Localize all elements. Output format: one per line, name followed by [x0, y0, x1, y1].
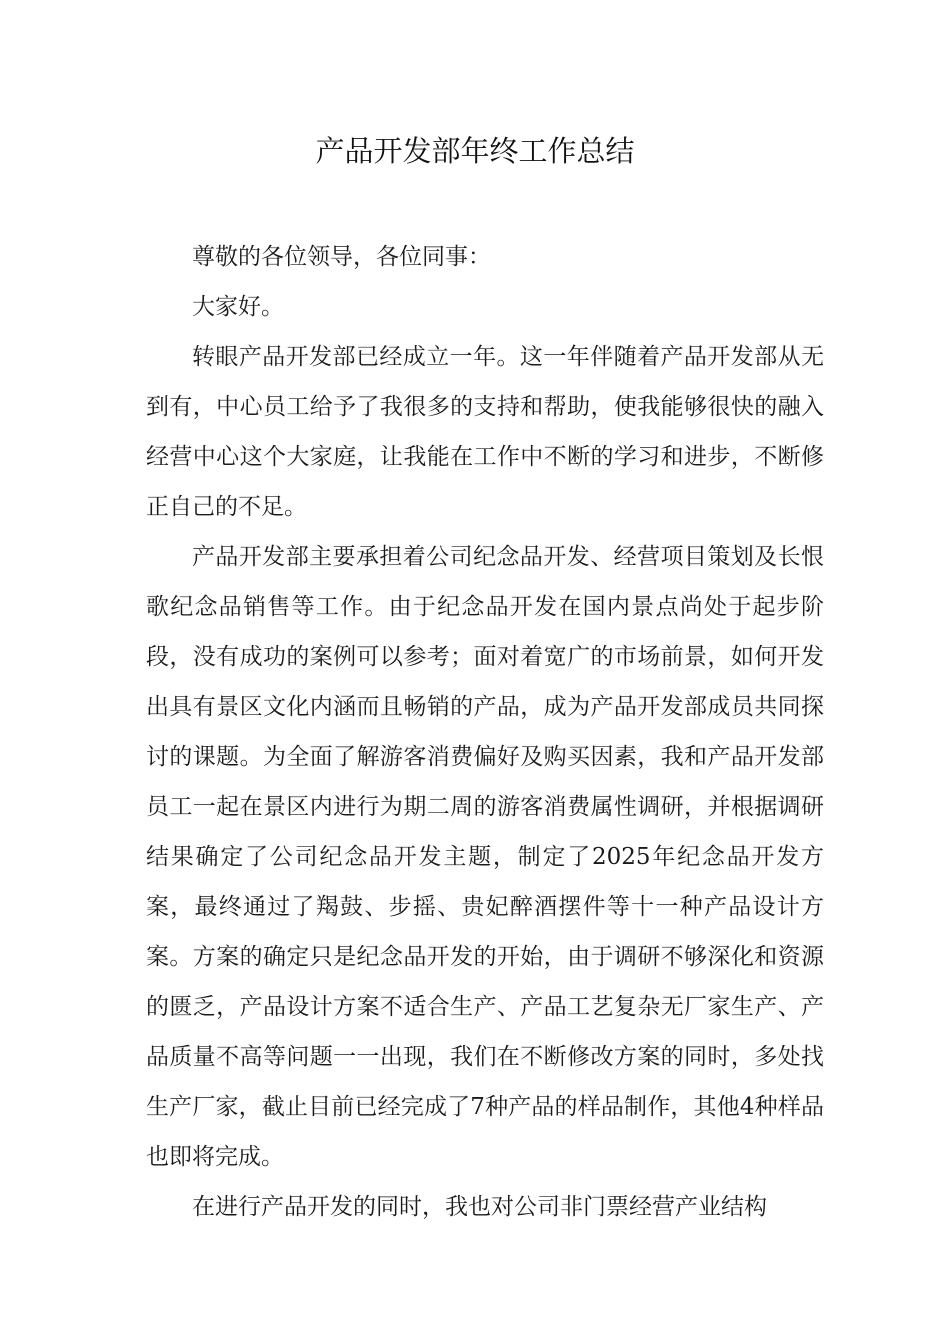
document-title: 产品开发部年终工作总结 — [315, 134, 635, 168]
salutation-paragraph: 大家好。 — [192, 294, 284, 320]
body-paragraph: 产品开发部主要承担着公司纪念品开发、经营项目策划及长恨歌纪念品销售等工作。由于纪念品开发在国内景点尚处于起步阶段，没有成功的案例可以参考；面对着宽广的市场前景，如何开发出具有景区文化内涵而且畅销的产品，成为产品开发部成员共同探讨的课题。为全面了解游客消费偏好及购买因素，我和产品开发部员工一起在景区内进行为期二周的游客消费属性调研，并根据调研结果确定了公司纪念品开发主题，制定了2025年纪念品开发方案，最终通过了羯鼓、步摇、贵妃醉酒摆件等十一种产品设计方案。方案的确定只是纪念品开发的开始，由于调研不够深化和资源的匮乏，产品设计方案不适合生产、产品工艺复杂无厂家生产、产品质量不高等问题一一出现，我们在不断修改方案的同时，多处找生产厂家，截止目前已经完成了7种产品的样品制作，其他4种样品也即将完成。 — [146, 544, 824, 1170]
body-paragraph: 在进行产品开发的同时，我也对公司非门票经营产业结构 — [192, 1194, 767, 1220]
body-paragraph: 转眼产品开发部已经成立一年。这一年伴随着产品开发部从无到有，中心员工给予了我很多的支持和帮助，使我能够很快的融入经营中心这个大家庭，让我能在工作中不断的学习和进步，不断修正自己的不足。 — [146, 344, 824, 520]
document-body — [146, 232, 824, 1232]
greeting-paragraph: 尊敬的各位领导，各位同事： — [192, 244, 491, 270]
